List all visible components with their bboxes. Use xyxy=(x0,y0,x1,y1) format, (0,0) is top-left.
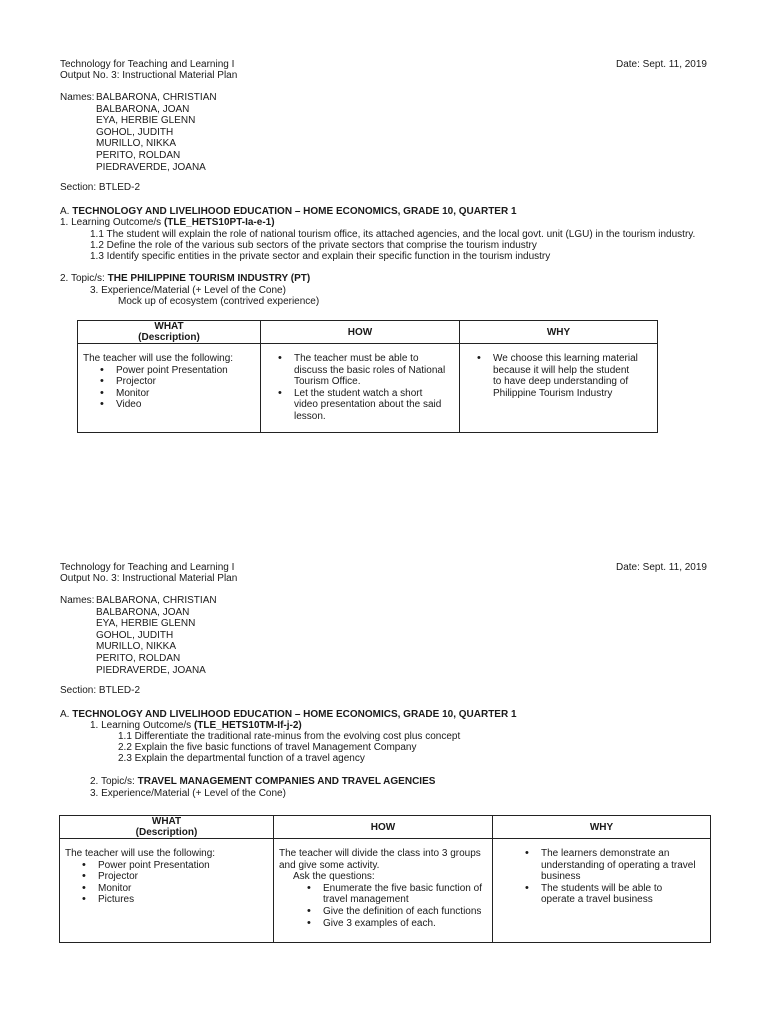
what-intro: The teacher will use the following: xyxy=(65,848,216,859)
how-item: • Give the definition of each functions xyxy=(323,906,484,918)
name-item: BALBARONA, JOAN xyxy=(96,103,190,115)
name-item: GOHOL, JUDITH xyxy=(96,629,174,641)
header-what-sub: (Description) xyxy=(135,827,198,838)
lo-prefix: 1. Learning Outcome/s xyxy=(90,720,194,731)
topic-prefix: 2. Topic/s: xyxy=(60,273,108,284)
subject-heading xyxy=(60,206,517,218)
how-item: • Let the student watch a short video presentation about the said lesson. xyxy=(294,388,449,423)
header-what-sub: (Description) xyxy=(138,332,200,343)
how-intro: The teacher will divide the class into 3 groups and give some activity. xyxy=(279,848,481,871)
topic-text: THE PHILIPPINE TOURISM INDUSTRY (PT) xyxy=(107,273,311,284)
date-label: Date: Sept. 11, 2019 xyxy=(616,562,707,573)
how-item: • The teacher must be able to discuss the basic roles of National Tourism Office. xyxy=(294,353,449,388)
outcome-item: 1.2 Define the role of the various sub sectors of the private sectors that comprise the tourism industry xyxy=(90,240,537,251)
learning-outcome-label xyxy=(60,217,275,229)
names-label: Names: xyxy=(60,595,95,606)
output-title: Output No. 3: Instructional Material Plan xyxy=(60,573,238,584)
what-cell xyxy=(78,344,261,433)
plan-table xyxy=(77,320,658,433)
name-item: PIEDRAVERDE, JOANA xyxy=(96,161,206,173)
heading-prefix: A. xyxy=(60,206,73,217)
lo-prefix: 1. Learning Outcome/s xyxy=(60,217,164,228)
why-item: • We choose this learning material because it will help the student to have deep understanding of Philippine Tourism Industry xyxy=(493,353,639,399)
topic-text: TRAVEL MANAGEMENT COMPANIES AND TRAVEL AGENCIES xyxy=(137,776,436,787)
heading-text: TECHNOLOGY AND LIVELIHOOD EDUCATION – HOME ECONOMICS, GRADE 10, QUARTER 1 xyxy=(72,709,517,720)
name-item: PERITO, ROLDAN xyxy=(96,652,181,664)
header-what-line: WHAT xyxy=(154,321,184,332)
lo-code: (TLE_HETS10TM-If-j-2) xyxy=(193,720,302,731)
what-cell xyxy=(60,839,274,943)
how-cell xyxy=(274,839,493,943)
name-item: BALBARONA, CHRISTIAN xyxy=(96,92,217,103)
header-what xyxy=(78,321,261,344)
how-cell xyxy=(261,344,460,433)
how-item: • Give 3 examples of each. xyxy=(323,918,484,930)
how-item: • Enumerate the five basic function of travel management xyxy=(323,883,484,906)
outcome-item: 1.1 Differentiate the traditional rate-minus from the evolving cost plus concept xyxy=(118,731,461,742)
name-item: BALBARONA, JOAN xyxy=(96,606,190,618)
lo-code: (TLE_HETS10PT-Ia-e-1) xyxy=(163,217,275,228)
name-item: MURILLO, NIKKA xyxy=(96,138,177,150)
name-item: PIEDRAVERDE, JOANA xyxy=(96,664,206,676)
why-cell xyxy=(493,839,711,943)
outcome-item: 1.3 Identify specific entities in the private sector and explain their specific function in the tourism industry xyxy=(90,251,551,262)
what-item: • Pictures xyxy=(98,894,267,906)
heading-text: TECHNOLOGY AND LIVELIHOOD EDUCATION – HOME ECONOMICS, GRADE 10, QUARTER 1 xyxy=(72,206,517,217)
what-item: • Video xyxy=(116,399,254,411)
header-why: WHY xyxy=(460,321,658,344)
course-title: Technology for Teaching and Learning I xyxy=(60,562,235,573)
learning-outcome-label xyxy=(90,720,302,732)
name-item: BALBARONA, CHRISTIAN xyxy=(96,595,217,606)
topic-label xyxy=(60,273,310,285)
date-label: Date: Sept. 11, 2019 xyxy=(616,59,707,70)
what-intro: The teacher will use the following: xyxy=(83,353,234,364)
output-title: Output No. 3: Instructional Material Plan xyxy=(60,70,238,81)
subject-heading xyxy=(60,709,517,721)
what-item: • Power point Presentation xyxy=(98,860,267,872)
header-what xyxy=(60,816,274,839)
what-item: • Monitor xyxy=(98,883,267,895)
name-item: MURILLO, NIKKA xyxy=(96,641,177,653)
header-why: WHY xyxy=(493,816,711,839)
why-cell xyxy=(460,344,658,433)
what-item: • Projector xyxy=(116,376,254,388)
names-label: Names: xyxy=(60,92,95,103)
what-item: • Monitor xyxy=(116,388,254,400)
outcome-item: 1.1 The student will explain the role of national tourism office, its attached agencies, and the local govt. unit (LGU) in the tourism industry. xyxy=(90,229,696,240)
why-item: • The students will be able to operate a travel business xyxy=(541,883,696,906)
course-title: Technology for Teaching and Learning I xyxy=(60,59,235,70)
experience-label: 3. Experience/Material (+ Level of the Cone) xyxy=(90,285,286,296)
plan-table xyxy=(59,815,711,943)
experience-label: 3. Experience/Material (+ Level of the Cone) xyxy=(90,788,286,799)
header-how: HOW xyxy=(261,321,460,344)
name-item: GOHOL, JUDITH xyxy=(96,126,174,138)
names-list xyxy=(96,595,217,676)
outcome-item: 2.2 Explain the five basic functions of travel Management Company xyxy=(118,742,417,753)
section-label: Section: BTLED-2 xyxy=(60,182,141,193)
section-label: Section: BTLED-2 xyxy=(60,685,141,696)
name-item: EYA, HERBIE GLENN xyxy=(96,618,196,630)
what-item: • Power point Presentation xyxy=(116,365,254,377)
experience-note: Mock up of ecosystem (contrived experience) xyxy=(118,296,320,307)
how-ask: Ask the questions: xyxy=(293,871,375,883)
name-item: EYA, HERBIE GLENN xyxy=(96,115,196,127)
names-list xyxy=(96,92,217,173)
name-item: PERITO, ROLDAN xyxy=(96,149,181,161)
why-item: • The learners demonstrate an understanding of operating a travel business xyxy=(541,848,696,883)
header-what-line: WHAT xyxy=(151,816,182,827)
heading-prefix: A. xyxy=(60,709,73,720)
topic-label xyxy=(90,776,435,788)
topic-prefix: 2. Topic/s: xyxy=(90,776,138,787)
what-item: • Projector xyxy=(98,871,267,883)
header-how: HOW xyxy=(274,816,493,839)
outcome-item: 2.3 Explain the departmental function of a travel agency xyxy=(118,753,365,764)
